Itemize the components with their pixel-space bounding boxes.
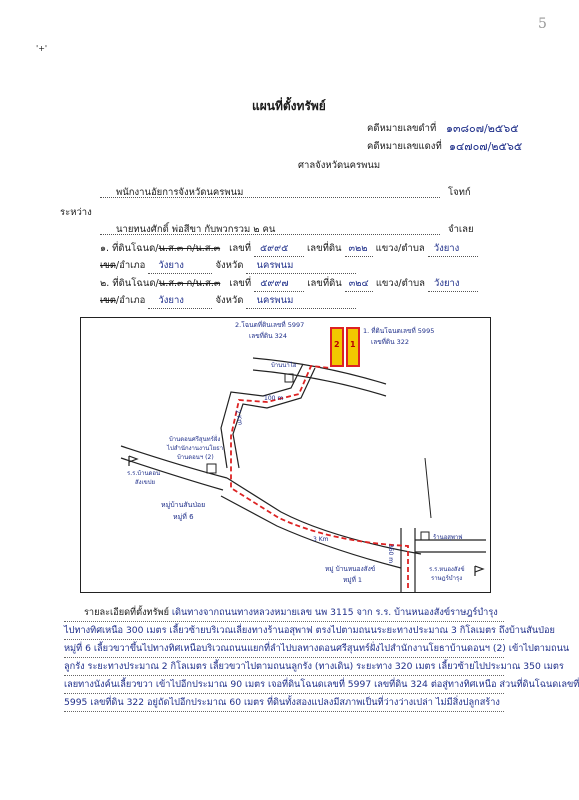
parcel-1-district-struck: เขต [100,260,116,271]
description-line-5: เลยทางนังค์นเลี้ยวขวา เข้าไปอีกประมาณ 90 เมตร เจอที่ดินโฉนดเลขที่ 5997 เลขที่ดิน 324 ต่อสู่ทางทิศเหนือ ส่วนที่ดินโฉนดเลขที่ [64,676,504,694]
map-360m-label: 360 m [387,543,395,564]
flag-icon-west [129,456,137,466]
map-parcel-2-label: 2.โฉนดที่ดินเลขที่ 5997 [235,321,305,329]
description-label: รายละเอียดที่ตั้งทรัพย์ [84,607,169,618]
plaintiff-line [100,185,440,198]
parcel-1-land-no-label: เลขที่ดิน [307,243,342,254]
map-village-label-2: ไปสำนักงานงานโยธา [167,445,224,452]
parcel-1-land-type-struck: น.ส.๓ ก/น.ส.๓ [158,243,221,254]
description-line-1 [64,604,504,622]
parcel-1-province-label: จังหวัด [215,260,244,271]
parcel-1-subdistrict: วังยาง [428,241,478,257]
flag-icon-east [475,566,483,576]
black-case-label: คดีหมายเลขดำที่ [367,123,437,134]
road-ne [425,458,431,518]
map-parcel-2-sub: เลขที่ดิน 324 [249,332,288,340]
parcel-2-subdistrict-label: แขวง/ตำบล [375,278,425,289]
page-number: 5 [538,16,547,32]
description-line-2: ไปทางทิศเหนือ 300 เมตร เลี้ยวซ้ายบริเวณเลี่ยงทางร้านอสุพาฟ ตรงไปตามถนนระยะทางประมาณ 3 กิโลเมตร ถึงบ้านสันป่อย [64,622,504,640]
map-parcel-1-label: 1. ที่ดินโฉนดเลขที่ 5995 [363,327,435,335]
red-case-label: คดีหมายเลขแดงที่ [367,141,442,152]
map-2km-label: 2 Km [233,409,244,426]
parcel-2-land-type-struck: น.ส.๓ ก/น.ส.๓ [158,278,221,289]
map-parcel-1-tag: 1 [350,340,356,349]
map-moo1-label-2: หมู่ที่ 1 [343,576,363,584]
parcel-1-land-type: ที่ดินโฉนด/ [112,243,159,254]
parcel-2-land-type: ที่ดินโฉนด/ [112,278,159,289]
parcel-1-district-label: /อำเภอ [115,260,146,271]
road-curve [221,364,303,468]
parcel-1-number-label: เลขที่ [229,243,251,254]
red-case-number: ๑๔๗๐๗/๒๕๖๕ [449,140,523,153]
store-icon [421,532,429,540]
corner-mark: '+' [36,44,48,53]
map-school-3-label-2: ราษฎร์บำรุง [431,575,463,582]
map-school-label: ร.ร.บ้านดอน [127,470,161,477]
map-village-label-3: บ้านดอนฯ (2) [177,454,214,461]
parcel-1-land-no: ๓๒๒ [345,241,373,257]
parcel-1-no: ๑. [100,243,110,254]
map-house-label: บ้านนาไฮ [271,362,297,369]
parcel-2-no: ๒. [100,278,110,289]
black-case-number: ๑๓๘๐๗/๒๕๖๕ [446,122,519,135]
route-line [231,366,408,588]
parcel-2-district-label: /อำเภอ [115,295,146,306]
map-moo1-label: หมู่ บ้านหนองสังข์ [325,565,376,573]
map-3km-label: 3 Km [313,536,329,543]
map-village-label: บ้านดอนศรีสุนทร์ฝั่ง [169,436,221,443]
village-building-icon [207,464,216,473]
parcel-2-province-label: จังหวัด [215,295,244,306]
property-description [64,604,579,712]
parcel-2-district: วังยาง [148,293,212,309]
between-label: ระหว่าง [60,207,92,218]
map-parcel-2-tag: 2 [334,340,340,349]
parcel-2-subdistrict: วังยาง [428,276,478,292]
court-name: ศาลจังหวัดนครพนม [298,160,381,171]
description-line-4: ลูกรัง ระยะทางประมาณ 2 กิโลเมตร เลี้ยวขวาไปตามถนนลูกรัง (ทางเดิน) ระยะทาง 320 เมตร เลี้ยวซ้ายไปประมาณ 350 เมตร [64,658,504,676]
description-line-3: หมู่ที่ 6 เลี้ยวขวาขึ้นไปทางทิศเหนือบริเวณถนนแยกที่ลำไปบลทางดอนศรีสุนทร์ฝั่งไปสำนักงานโยธาบ้านดอนฯ (2) เข้าไปตามถนน [64,640,504,658]
page-title: แผนที่ตั้งทรัพย์ [252,99,326,113]
parcel-2-number-label: เลขที่ [229,278,252,289]
map-school-label-2: สังเขปย [135,479,156,486]
plaintiff-name: พนักงานอัยการจังหวัดนครพนม [116,187,244,198]
plaintiff-role: โจทก์ [448,187,471,198]
parcel-1-province: นครพนม [246,258,356,274]
location-map [80,317,491,593]
parcel-2-district-struck: เขต [100,295,116,306]
parcel-2-land-no-label: เลขที่ดิน [307,278,342,289]
road-main-edge [221,496,401,568]
parcel-2-province: นครพนม [246,293,356,309]
defendant-name: นายทนงศักดิ์ พ่อสีขา กับพวกรวม ๒ คน [116,224,276,235]
description-line-6: 5995 เลขที่ดิน 322 อยู่ถัดไปอีกประมาณ 60 เมตร ที่ดินทั้งสองแปลงมีสภาพเป็นที่ว่างว่างเปล่า ไม่มีสิ่งปลูกสร้าง [64,694,504,712]
parcel-1-row-1 [100,241,478,257]
parcel-2-row-2 [100,293,356,309]
road-north-edge [253,370,386,396]
parcel-2-row-1 [100,276,478,292]
defendant-role: จำเลย [448,224,474,235]
map-store-label: ร้านอสุพาฟ [433,534,463,541]
description-text-1: เดินทางจากถนนทางหลวงหมายเลข นพ 3115 จาก ร.ร. บ้านหนองสังข์ราษฎร์บำรุง [171,607,498,618]
parcel-1-subdistrict-label: แขวง/ตำบล [375,243,425,254]
parcel-2-number: ๕๙๙๗ [254,276,304,292]
map-moo6-label-2: หมู่ที่ 6 [173,513,194,521]
parcel-1-row-2 [100,258,356,274]
parcel-1-district: วังยาง [148,258,212,274]
defendant-line [100,222,440,235]
road-curve-edge [233,368,315,468]
map-parcel-1-sub: เลขที่ดิน 322 [371,338,410,346]
parcel-2-land-no: ๓๒๔ [345,276,373,292]
map-school-3-label: ร.ร.หนองสังข์ [429,566,465,573]
map-100m-label: 100 m [264,395,284,402]
map-moo6-label: หมู่บ้านสันป่อย [161,501,206,509]
parcel-1-number: ๕๙๙๕ [254,241,304,257]
